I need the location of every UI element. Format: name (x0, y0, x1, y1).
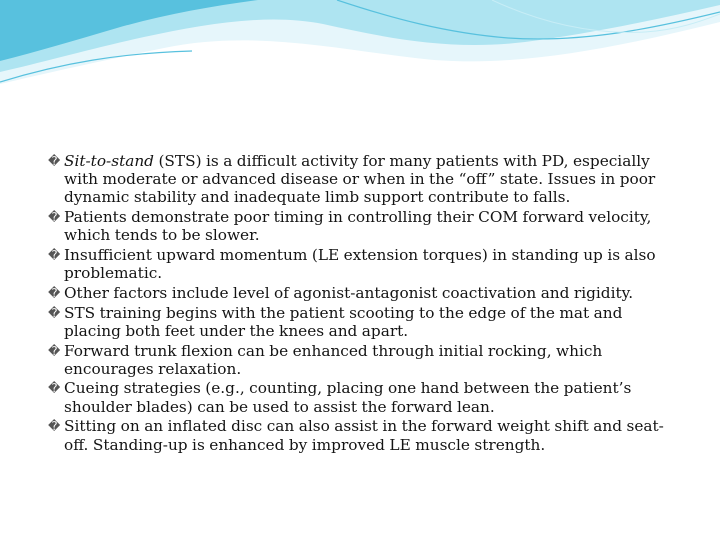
bullet-text-6: Forward trunk flexion can be enhanced through initial rocking, which encourages relaxation. (64, 341, 603, 378)
bullet-marker-icon: � (48, 285, 61, 300)
bullet-text-1-body: (STS) is a difficult activity for many patients with PD, especially with moderate or advanced disease or when in the “off” state. Issues in poor dynamic stability and inadequate limb support contribute to falls. (64, 152, 656, 207)
bullet-item-4 (48, 284, 680, 302)
italic-term-sit-to-stand: Sit-to-stand (64, 152, 154, 170)
bullet-marker-icon: � (48, 248, 61, 263)
bullet-marker-icon: � (48, 343, 61, 358)
bullet-marker-icon: � (48, 154, 61, 168)
bullet-text-7: Cueing strategies (e.g., counting, placing one hand between the patient’s shoulder blades) can be used to assist the forward lean. (64, 379, 632, 416)
bullet-text-4: Other factors include level of agonist-antagonist coactivation and rigidity. (64, 283, 634, 302)
bullet-item-2 (48, 208, 680, 244)
bullet-item-5 (48, 304, 680, 340)
bullet-list (48, 152, 680, 454)
bullet-text-2: Patients demonstrate poor timing in controlling their COM forward velocity, which tends to be slower. (64, 208, 652, 245)
bullet-item-1 (48, 152, 680, 207)
bullet-text-8: Sitting on an inflated disc can also assist in the forward weight shift and seat-off. Standing-up is enhanced by improved LE muscle strength. (64, 417, 664, 454)
bullet-item-8 (48, 417, 680, 453)
bullet-item-3 (48, 246, 680, 282)
bullet-item-7 (48, 379, 680, 415)
bullet-item-6 (48, 342, 680, 378)
bullet-marker-icon: � (48, 419, 61, 434)
header-wave-decoration (0, 0, 720, 90)
bullet-marker-icon: � (48, 210, 61, 225)
bullet-text-5: STS training begins with the patient scooting to the edge of the mat and placing both feet under the knees and apart. (64, 303, 623, 340)
slide-body (48, 152, 680, 455)
bullet-text-1 (64, 152, 680, 207)
bullet-marker-icon: � (48, 381, 61, 396)
bullet-marker-icon: � (48, 305, 61, 320)
bullet-text-3: Insufficient upward momentum (LE extension torques) in standing up is also problematic. (64, 246, 656, 283)
